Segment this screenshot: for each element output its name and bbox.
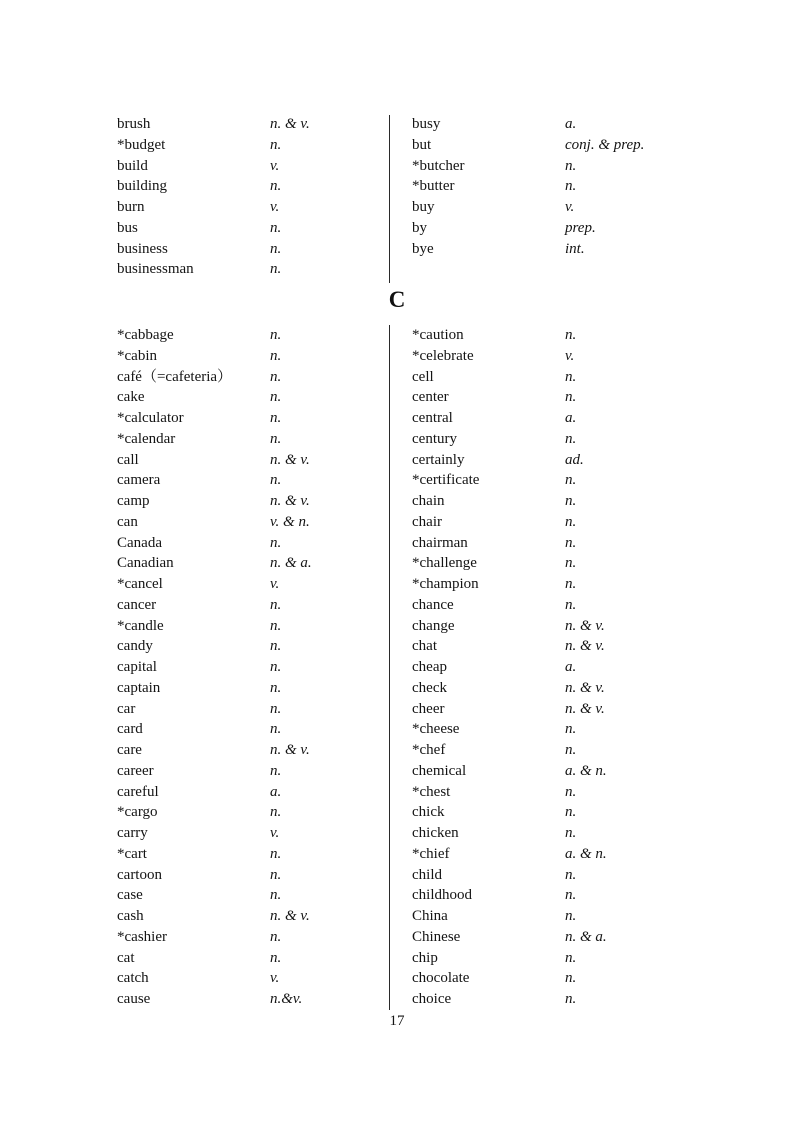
word-text: camp <box>117 493 150 509</box>
word-entry <box>117 135 389 156</box>
word-entry <box>117 367 389 388</box>
part-of-speech: n. <box>270 389 282 406</box>
part-of-speech: n. <box>270 534 282 551</box>
word-text: *butter <box>412 178 455 195</box>
word-entry <box>117 657 389 678</box>
word-text: businessman <box>117 261 194 278</box>
part-of-speech: n. <box>565 472 577 489</box>
section-c-heading: C <box>388 287 406 312</box>
word-text: *certificate <box>412 472 480 489</box>
word-text: childhood <box>412 887 472 904</box>
word-text: chick <box>412 804 445 821</box>
word-entry <box>117 906 389 927</box>
word-entry <box>117 491 389 512</box>
part-of-speech: n. <box>270 866 282 883</box>
part-of-speech: n. <box>565 178 577 195</box>
word-entry <box>117 176 389 197</box>
word-entry <box>117 346 389 367</box>
word-text: capital <box>117 659 157 675</box>
word-entry <box>117 719 389 740</box>
part-of-speech: a. & n. <box>565 845 607 862</box>
word-text: *butcher <box>412 157 465 174</box>
word-entry <box>117 782 389 803</box>
part-of-speech: n. <box>565 576 577 592</box>
part-of-speech: n. <box>565 887 577 904</box>
word-text: café（=cafeteria） <box>117 368 233 385</box>
part-of-speech: n. <box>565 493 577 509</box>
word-text: chocolate <box>412 970 470 987</box>
word-text: cartoon <box>117 866 162 883</box>
word-text: camera <box>117 472 161 489</box>
part-of-speech: ad. <box>565 451 584 468</box>
word-text: *chief <box>412 845 450 862</box>
word-text: central <box>412 410 453 426</box>
part-of-speech: n. & v. <box>565 638 605 655</box>
word-entry <box>117 114 389 135</box>
word-text: busy <box>412 116 441 132</box>
part-of-speech: n. <box>270 410 282 426</box>
word-entry <box>412 927 684 948</box>
word-entry <box>412 239 684 260</box>
word-text: *chest <box>412 783 451 800</box>
word-text: choice <box>412 991 452 1007</box>
word-text: child <box>412 866 442 883</box>
part-of-speech: prep. <box>565 219 596 236</box>
word-entry <box>412 450 684 471</box>
word-text: chip <box>412 949 438 966</box>
word-text: build <box>117 157 148 174</box>
word-text: China <box>412 908 448 924</box>
word-text: card <box>117 721 143 738</box>
word-text: cheer <box>412 700 445 717</box>
word-text: cheap <box>412 659 447 675</box>
word-entry <box>412 408 684 429</box>
word-entry <box>117 885 389 906</box>
word-text: *challenge <box>412 555 477 572</box>
word-text: cancer <box>117 596 157 613</box>
word-entry <box>117 325 389 346</box>
part-of-speech: n. & a. <box>270 555 312 572</box>
part-of-speech: n. & v. <box>270 908 310 924</box>
word-entry <box>117 802 389 823</box>
part-of-speech: v. <box>565 199 575 215</box>
word-entry <box>412 367 684 388</box>
word-entry <box>412 968 684 989</box>
word-entry <box>117 429 389 450</box>
word-entry <box>117 865 389 886</box>
word-entry <box>412 719 684 740</box>
word-entry <box>117 595 389 616</box>
part-of-speech: n. <box>270 261 282 278</box>
part-of-speech: n. <box>270 949 282 966</box>
part-of-speech: n. & v. <box>565 700 605 717</box>
part-of-speech: n. <box>565 804 577 821</box>
word-entry <box>117 156 389 177</box>
word-text: cash <box>117 908 144 924</box>
part-of-speech: n. & a. <box>565 928 607 945</box>
word-text: careful <box>117 783 159 800</box>
word-entry <box>412 512 684 533</box>
word-entry <box>117 823 389 844</box>
word-text: *celebrate <box>412 347 474 364</box>
part-of-speech: n. & v. <box>270 742 310 758</box>
word-text: care <box>117 742 142 758</box>
part-of-speech: n. <box>270 347 282 364</box>
word-entry <box>412 176 684 197</box>
word-entry <box>412 135 684 156</box>
word-entry <box>117 553 389 574</box>
section-c-right-column <box>412 325 684 1010</box>
word-entry <box>412 429 684 450</box>
section-c-left-column <box>117 325 389 1010</box>
part-of-speech: n. <box>270 617 282 634</box>
word-entry <box>117 408 389 429</box>
part-of-speech: n. <box>270 700 282 717</box>
word-text: center <box>412 389 449 406</box>
part-of-speech: n. <box>565 534 577 551</box>
word-entry <box>412 906 684 927</box>
word-text: *cashier <box>117 928 167 945</box>
word-entry <box>117 239 389 260</box>
word-entry <box>412 740 684 761</box>
part-of-speech: n. <box>270 762 282 779</box>
word-entry <box>412 553 684 574</box>
part-of-speech: n. & v. <box>270 493 310 509</box>
part-of-speech: n. <box>270 430 282 447</box>
word-text: *champion <box>412 576 479 592</box>
word-entry <box>117 197 389 218</box>
word-text: Canadian <box>117 555 174 572</box>
part-of-speech: n. <box>565 908 577 924</box>
word-entry <box>412 761 684 782</box>
part-of-speech: n. <box>270 638 282 655</box>
word-text: change <box>412 617 455 634</box>
word-text: but <box>412 136 432 153</box>
part-of-speech: n. <box>270 679 282 696</box>
part-of-speech: n. <box>270 845 282 862</box>
word-text: building <box>117 178 168 195</box>
part-of-speech: v. <box>270 199 280 215</box>
part-of-speech: n. <box>565 389 577 406</box>
word-text: brush <box>117 116 151 132</box>
part-of-speech: n. <box>565 157 577 174</box>
word-entry <box>117 678 389 699</box>
part-of-speech: n. <box>270 136 282 153</box>
word-entry <box>412 636 684 657</box>
part-of-speech: v. <box>565 347 575 364</box>
part-of-speech: n. <box>270 240 282 257</box>
section-b-column-divider <box>389 115 390 283</box>
word-entry <box>412 574 684 595</box>
part-of-speech: n. <box>565 742 577 758</box>
word-entry <box>412 699 684 720</box>
word-text: *cart <box>117 845 147 862</box>
word-entry <box>412 844 684 865</box>
part-of-speech: v. <box>270 970 280 987</box>
part-of-speech: a. <box>565 410 577 426</box>
word-entry <box>117 699 389 720</box>
word-entry <box>412 533 684 554</box>
word-text: chain <box>412 493 445 509</box>
part-of-speech: n. <box>565 721 577 738</box>
word-entry <box>117 989 389 1010</box>
part-of-speech: n. <box>565 368 577 385</box>
part-of-speech: conj. & prep. <box>565 136 645 153</box>
word-entry <box>412 325 684 346</box>
word-entry <box>117 218 389 239</box>
part-of-speech: a. <box>565 116 577 132</box>
word-entry <box>412 657 684 678</box>
word-text: business <box>117 240 168 257</box>
word-entry <box>412 156 684 177</box>
word-text: burn <box>117 199 145 215</box>
word-text: *cargo <box>117 804 158 821</box>
part-of-speech: n. <box>565 866 577 883</box>
part-of-speech: v. <box>270 576 280 592</box>
word-text: case <box>117 887 143 904</box>
word-entry <box>412 989 684 1010</box>
word-text: *cheese <box>412 721 460 738</box>
part-of-speech: a. <box>565 659 577 675</box>
word-entry <box>117 636 389 657</box>
word-text: *budget <box>117 136 166 153</box>
part-of-speech: int. <box>565 240 585 257</box>
word-entry <box>412 197 684 218</box>
word-entry <box>412 885 684 906</box>
word-text: Chinese <box>412 928 461 945</box>
part-of-speech: a. & n. <box>565 762 607 779</box>
word-text: check <box>412 679 447 696</box>
part-of-speech: n. <box>565 949 577 966</box>
word-entry <box>412 491 684 512</box>
word-text: cat <box>117 949 135 966</box>
word-entry <box>412 782 684 803</box>
part-of-speech: n. & v. <box>270 116 310 132</box>
part-of-speech: n. <box>565 513 577 530</box>
word-entry <box>412 823 684 844</box>
word-text: chat <box>412 638 437 655</box>
word-entry <box>412 595 684 616</box>
word-text: chemical <box>412 762 467 779</box>
part-of-speech: n. & v. <box>565 679 605 696</box>
word-text: captain <box>117 679 161 696</box>
word-text: chair <box>412 513 442 530</box>
word-text: chairman <box>412 534 468 551</box>
word-entry <box>412 802 684 823</box>
word-text: certainly <box>412 451 465 468</box>
word-entry <box>412 387 684 408</box>
word-text: can <box>117 513 138 530</box>
part-of-speech: n. <box>270 721 282 738</box>
word-entry <box>117 927 389 948</box>
word-text: century <box>412 430 457 447</box>
word-text: Canada <box>117 534 162 551</box>
part-of-speech: n. <box>270 327 282 343</box>
part-of-speech: n. <box>270 596 282 613</box>
word-text: cause <box>117 991 151 1007</box>
part-of-speech: n. & v. <box>270 451 310 468</box>
part-of-speech: n. <box>270 659 282 675</box>
word-text: *candle <box>117 617 164 634</box>
word-entry <box>412 218 684 239</box>
word-entry <box>117 470 389 491</box>
word-text: cake <box>117 389 145 406</box>
word-text: bus <box>117 219 138 236</box>
word-text: *calculator <box>117 410 184 426</box>
part-of-speech: n. <box>565 783 577 800</box>
word-text: call <box>117 451 139 468</box>
word-entry <box>117 948 389 969</box>
part-of-speech: n. <box>270 472 282 489</box>
part-of-speech: n. <box>565 991 577 1007</box>
word-entry <box>117 968 389 989</box>
word-text: cell <box>412 368 434 385</box>
word-entry <box>117 616 389 637</box>
part-of-speech: n. <box>565 825 577 841</box>
part-of-speech: n. <box>565 327 577 343</box>
word-text: *cancel <box>117 576 163 592</box>
section-c-column-divider <box>389 325 390 1010</box>
part-of-speech: n. <box>270 887 282 904</box>
part-of-speech: v. & n. <box>270 513 310 530</box>
word-entry <box>117 740 389 761</box>
page-number: 17 <box>389 1013 405 1029</box>
word-text: buy <box>412 199 435 215</box>
word-entry <box>412 948 684 969</box>
word-entry <box>117 512 389 533</box>
word-text: chance <box>412 596 454 613</box>
word-text: catch <box>117 970 149 987</box>
section-b-right-column <box>412 114 684 259</box>
word-text: bye <box>412 240 434 257</box>
part-of-speech: v. <box>270 825 280 841</box>
word-text: *chef <box>412 742 446 758</box>
word-text: *caution <box>412 327 464 343</box>
word-entry <box>117 574 389 595</box>
word-text: chicken <box>412 825 459 841</box>
word-entry <box>412 616 684 637</box>
word-entry <box>412 678 684 699</box>
part-of-speech: n. <box>270 804 282 821</box>
part-of-speech: n. <box>270 928 282 945</box>
part-of-speech: n. <box>565 555 577 572</box>
word-entry <box>412 346 684 367</box>
word-text: *cabbage <box>117 327 174 343</box>
word-entry <box>412 114 684 135</box>
part-of-speech: n. <box>565 596 577 613</box>
word-entry <box>117 259 389 280</box>
word-entry <box>412 865 684 886</box>
part-of-speech: n. <box>270 219 282 236</box>
word-entry <box>117 533 389 554</box>
part-of-speech: n.&v. <box>270 991 303 1007</box>
word-text: carry <box>117 825 148 841</box>
part-of-speech: n. <box>270 178 282 195</box>
word-text: candy <box>117 638 153 655</box>
part-of-speech: v. <box>270 157 280 174</box>
word-entry <box>412 470 684 491</box>
word-entry <box>117 761 389 782</box>
part-of-speech: n. <box>565 430 577 447</box>
word-text: car <box>117 700 136 717</box>
part-of-speech: n. & v. <box>565 617 605 634</box>
part-of-speech: n. <box>270 368 282 385</box>
word-text: career <box>117 762 154 779</box>
part-of-speech: a. <box>270 783 282 800</box>
word-text: *calendar <box>117 430 176 447</box>
part-of-speech: n. <box>565 970 577 987</box>
section-b-left-column <box>117 114 389 280</box>
word-text: *cabin <box>117 347 157 364</box>
word-entry <box>117 844 389 865</box>
word-entry <box>117 387 389 408</box>
word-text: by <box>412 219 427 236</box>
word-entry <box>117 450 389 471</box>
